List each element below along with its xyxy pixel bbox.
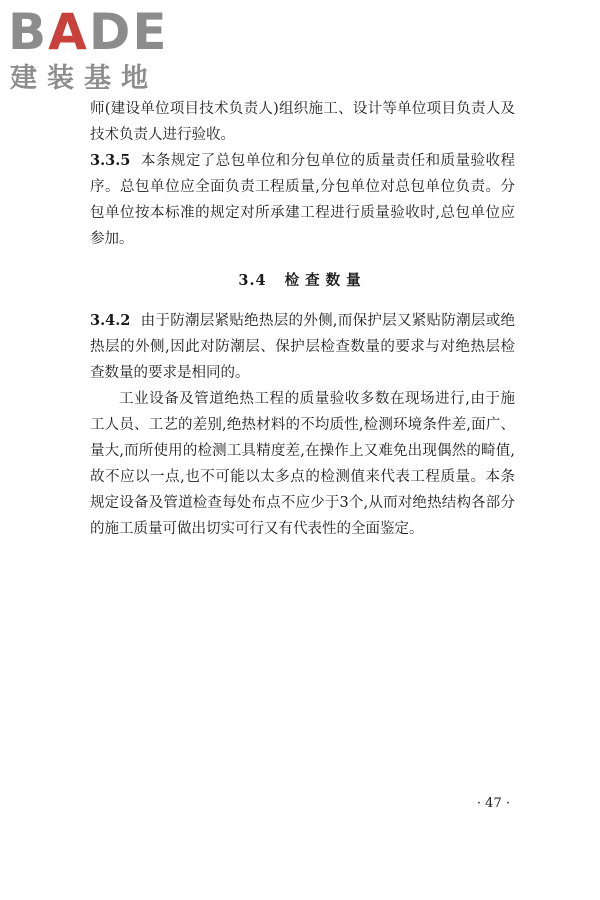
paragraph-continued: 师(建设单位项目技术负责人)组织施工、设计等单位项目负责人及技术负责人进行验收。 (90, 101, 515, 143)
clause-text: 本条规定了总包单位和分包单位的质量责任和质量验收程序。总包单位应全面负责工程质量,分包单位对总包单位负责。分包单位按本标准的规定对所承建工程进行质量验收时,总包单位应参加。 (90, 153, 515, 247)
clause-3-4-2 (90, 308, 515, 386)
watermark-logo-cjk: 建装基地 (10, 63, 158, 94)
clause-number: 3.3.5 (90, 152, 131, 169)
watermark-logo-latin: BADE (8, 3, 169, 61)
paragraph: 工业设备及管道绝热工程的质量验收多数在现场进行,由于施工人员、工艺的差别,绝热材料的不均质性,检测环境条件差,面广、量大,而所使用的检测工具精度差,在操作上又难免出现偶然的畸值,故不应以一点,也不可能以太多点的检测值来代表工程质量。本条规定设备及管道检查每处布点不应少于3个,从而对绝热结构各部分的施工质量可做出切实可行又有代表性的全面鉴定。 (90, 391, 515, 537)
clause-number: 3.4.2 (90, 312, 131, 329)
page-number: · 47 · (476, 796, 510, 811)
clause-text: 由于防潮层紧贴绝热层的外侧,而保护层又紧贴防潮层或绝热层的外侧,因此对防潮层、保护层检查数量的要求与对绝热层检查数量的要求是相同的。 (90, 313, 515, 381)
clause-3-3-5 (90, 148, 515, 252)
section-number: 3.4 (238, 272, 267, 289)
section-title: 检查数量 (284, 272, 367, 289)
section-heading (90, 268, 515, 294)
watermark-logo (8, 4, 178, 96)
page-body (90, 96, 515, 542)
